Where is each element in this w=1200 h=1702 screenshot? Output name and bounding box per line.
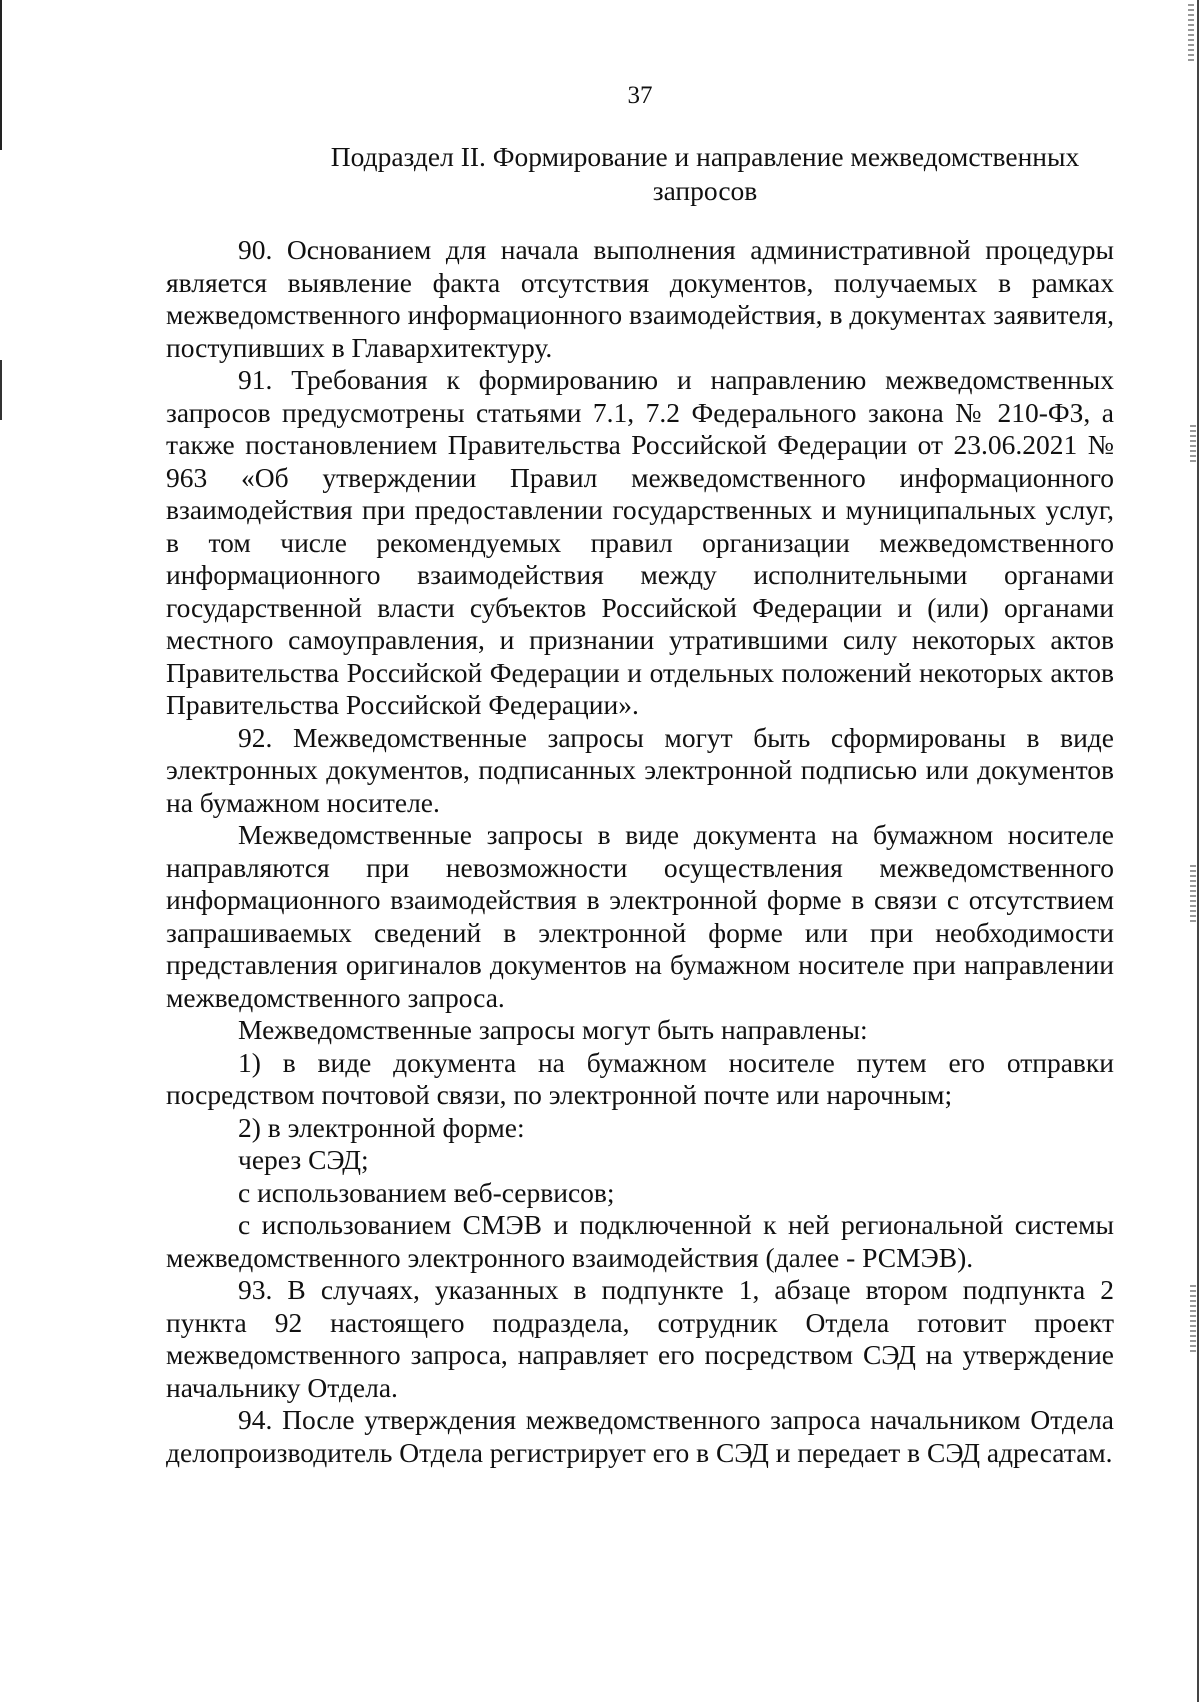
list-item-2: 2) в электронной форме: <box>238 1111 525 1143</box>
section-heading <box>268 140 1142 208</box>
section-heading-line: Подраздел II. Формирование и направление межведомственных <box>330 141 1080 172</box>
list-subitem-smev: с использованием СМЭВ и подключенной к ней региональной системы межведомственного электронного взаимодействия (далее - РСМЭВ). <box>166 1209 1114 1273</box>
section-heading-line: запросов <box>652 175 758 206</box>
scan-noise-mark <box>1190 865 1196 925</box>
page-number: 37 <box>627 82 653 109</box>
list-item-1: 1) в виде документа на бумажном носителе путем его отправки посредством почтовой связи, по электронной почте или нарочным; <box>166 1046 1114 1110</box>
scan-edge-mark <box>0 360 2 420</box>
paragraph-paper-requests: Межведомственные запросы в виде документа на бумажном носителе направляются при невозможности осуществления межведомственного информационного взаимодействия в электронной форме в связи с отсутствием запрашиваемых сведений в электронной форме или при необходимости представления оригиналов документов на бумажном носителе при направлении межведомственного запроса. <box>166 819 1114 1013</box>
scan-noise-mark <box>1190 1285 1196 1355</box>
paragraph-92: 92. Межведомственные запросы могут быть сформированы в виде электронных документов, подписанных электронной подписью или документов на бумажном носителе. <box>166 721 1114 818</box>
paragraph-requests-intro: Межведомственные запросы могут быть направлены: <box>238 1014 868 1045</box>
document-body <box>166 234 1114 1469</box>
scan-edge-mark <box>1197 0 1199 1702</box>
list-subitem-sed: через СЭД; <box>238 1144 369 1175</box>
scan-noise-mark <box>1188 4 1194 64</box>
list-subitem-web-services: с использованием веб-сервисов; <box>238 1176 615 1208</box>
paragraph-91: 91. Требования к формированию и направлению межведомственных запросов предусмотрены статьями 7.1, 7.2 Федерального закона № 210-ФЗ, а также постановлением Правительства Российской Федерации от 23.06.2021 № 963 «Об утверждении Правил межведомственного информационного взаимодействия при предоставлении государственных и муниципальных услуг, в том числе рекомендуемых правил организации межведомственного информационного взаимодействия между исполнительными органами государственной власти субъектов Российской Федерации и (или) органами местного самоуправления, и признании утратившими силу некоторых актов Правительства Российской Федерации и отдельных положений некоторых актов Правительства Российской Федерации». <box>166 364 1114 720</box>
paragraph-90: 90. Основанием для начала выполнения административной процедуры является выявление факта отсутствия документов, получаемых в рамках межведомственного информационного взаимодействия, в документах заявителя, поступивших в Главархитектуру. <box>166 234 1114 363</box>
scan-noise-mark <box>1190 425 1196 465</box>
paragraph-94: 94. После утверждения межведомственного запроса начальником Отдела делопроизводитель Отдела регистрирует его в СЭД и передает в СЭД адресатам. <box>166 1404 1114 1468</box>
paragraph-93: 93. В случаях, указанных в подпункте 1, абзаце втором подпункта 2 пункта 92 настоящего подраздела, сотрудник Отдела готовит проект межведомственного запроса, направляет его посредством СЭД на утверждение начальнику Отдела. <box>166 1274 1114 1403</box>
scan-edge-mark <box>0 0 2 150</box>
